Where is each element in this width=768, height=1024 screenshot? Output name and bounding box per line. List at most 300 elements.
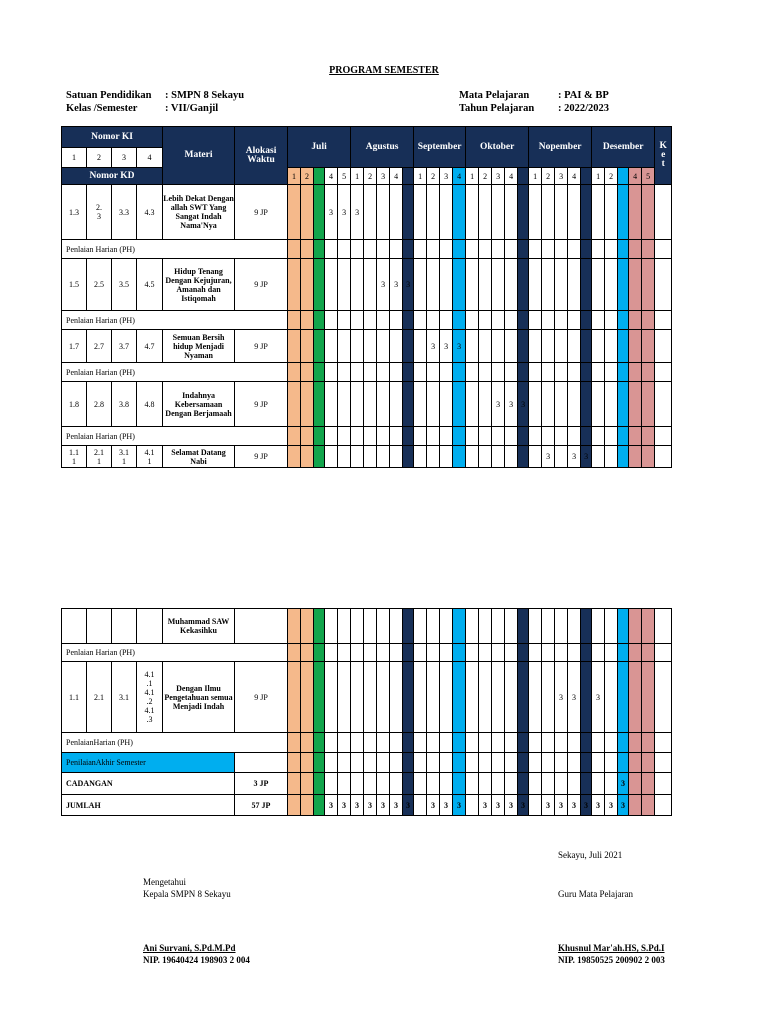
signature-right — [558, 888, 633, 900]
week-cell — [288, 382, 301, 427]
week-cell: 3 — [440, 795, 453, 816]
week-cell — [479, 446, 492, 468]
week-cell — [642, 382, 655, 427]
header-row — [62, 127, 672, 148]
week-cell — [492, 662, 505, 733]
week-cell — [453, 609, 466, 644]
assessment-row — [62, 363, 672, 382]
nomor-ki-header: Nomor KI — [62, 127, 163, 148]
week-cell — [555, 185, 568, 240]
kd-number: 3.3 — [112, 185, 137, 240]
month-header: Desember — [592, 127, 655, 168]
ket-cell — [655, 446, 672, 468]
week-cell — [618, 644, 629, 662]
week-cell — [542, 662, 555, 733]
week-cell — [581, 259, 592, 311]
week-number: 2 — [542, 168, 555, 185]
week-cell — [414, 382, 427, 427]
week-cell — [529, 609, 542, 644]
week-cell — [403, 609, 414, 644]
week-cell — [581, 363, 592, 382]
week-cell — [440, 240, 453, 259]
week-number: 5 — [642, 168, 655, 185]
week-cell — [390, 733, 403, 753]
week-cell — [479, 427, 492, 446]
week-cell — [377, 427, 390, 446]
week-cell — [479, 733, 492, 753]
week-cell — [440, 382, 453, 427]
week-cell — [377, 240, 390, 259]
week-cell — [642, 427, 655, 446]
week-cell — [642, 259, 655, 311]
week-cell — [377, 185, 390, 240]
week-cell — [505, 753, 518, 773]
week-cell — [529, 662, 542, 733]
week-cell — [427, 733, 440, 753]
kd-number: 4.1 .1 4.1 .2 4.1 .3 — [137, 662, 163, 733]
week-cell — [529, 733, 542, 753]
meta-value: : VII/Ganjil — [165, 103, 219, 114]
week-cell: 3 — [427, 795, 440, 816]
ph-label: Penlaian Harian (PH) — [62, 240, 288, 259]
week-cell — [364, 446, 377, 468]
week-cell — [377, 446, 390, 468]
alokasi-value: 9 JP — [235, 382, 288, 427]
week-cell — [377, 733, 390, 753]
week-cell — [642, 330, 655, 363]
week-cell — [301, 733, 314, 753]
week-cell — [288, 427, 301, 446]
week-cell — [529, 644, 542, 662]
week-cell — [492, 773, 505, 795]
week-cell — [605, 753, 618, 773]
week-cell — [440, 609, 453, 644]
meta-key: Tahun Pelajaran — [459, 103, 535, 114]
week-cell — [301, 446, 314, 468]
week-cell — [351, 427, 364, 446]
week-cell — [338, 733, 351, 753]
week-cell — [642, 795, 655, 816]
week-cell — [492, 446, 505, 468]
week-cell — [364, 240, 377, 259]
week-cell — [529, 427, 542, 446]
week-cell — [301, 330, 314, 363]
week-cell — [314, 662, 325, 733]
ket-cell — [655, 382, 672, 427]
week-cell — [605, 240, 618, 259]
week-cell — [568, 733, 581, 753]
week-cell — [492, 330, 505, 363]
week-cell — [314, 795, 325, 816]
week-cell — [542, 363, 555, 382]
week-number: 2 — [479, 168, 492, 185]
week-cell — [314, 753, 325, 773]
ket-cell — [655, 240, 672, 259]
week-cell — [440, 644, 453, 662]
week-cell — [301, 382, 314, 427]
week-cell — [505, 240, 518, 259]
week-cell: 3 — [555, 795, 568, 816]
week-cell: 3 — [492, 795, 505, 816]
week-cell — [492, 644, 505, 662]
week-cell — [301, 773, 314, 795]
week-cell — [642, 185, 655, 240]
kd-number: 3.7 — [112, 330, 137, 363]
week-cell — [314, 259, 325, 311]
week-cell: 3 — [618, 795, 629, 816]
ket-header: K e t — [655, 127, 672, 185]
week-cell — [605, 644, 618, 662]
week-cell — [325, 753, 338, 773]
table-row — [62, 662, 672, 733]
week-cell — [592, 330, 605, 363]
week-cell — [288, 773, 301, 795]
week-cell: 3 — [568, 446, 581, 468]
week-cell — [479, 240, 492, 259]
week-cell — [618, 363, 629, 382]
week-cell — [377, 644, 390, 662]
kd-number — [137, 609, 163, 644]
week-cell — [351, 609, 364, 644]
week-cell: 3 — [453, 795, 466, 816]
week-cell — [414, 446, 427, 468]
week-cell — [338, 644, 351, 662]
week-cell — [642, 363, 655, 382]
week-cell — [581, 185, 592, 240]
week-cell — [414, 185, 427, 240]
week-cell — [505, 259, 518, 311]
week-cell — [605, 259, 618, 311]
week-cell — [518, 259, 529, 311]
week-cell — [351, 382, 364, 427]
week-cell — [453, 773, 466, 795]
week-cell — [453, 240, 466, 259]
week-cell — [288, 240, 301, 259]
kd-number: 4.7 — [137, 330, 163, 363]
week-cell — [555, 773, 568, 795]
week-cell — [466, 382, 479, 427]
week-cell — [364, 259, 377, 311]
week-cell — [642, 644, 655, 662]
ket-cell — [655, 330, 672, 363]
kd-number: 3.1 — [112, 662, 137, 733]
week-cell — [314, 330, 325, 363]
week-cell — [581, 330, 592, 363]
week-number — [581, 168, 592, 185]
ket-cell — [655, 427, 672, 446]
week-cell — [629, 427, 642, 446]
week-cell — [529, 795, 542, 816]
week-cell — [592, 185, 605, 240]
week-cell — [518, 240, 529, 259]
week-cell — [440, 427, 453, 446]
sig-left-line2: Kepala SMPN 8 Sekayu — [143, 889, 231, 899]
ph-label: Penlaian Harian (PH) — [62, 311, 288, 330]
week-cell — [629, 330, 642, 363]
week-cell — [288, 662, 301, 733]
week-cell — [581, 644, 592, 662]
week-cell — [403, 733, 414, 753]
week-cell — [629, 609, 642, 644]
week-cell — [288, 733, 301, 753]
week-cell — [466, 644, 479, 662]
week-cell — [364, 609, 377, 644]
table-row — [62, 382, 672, 427]
month-header: Nopember — [529, 127, 592, 168]
week-cell: 3 — [505, 382, 518, 427]
week-cell — [555, 259, 568, 311]
week-cell — [592, 644, 605, 662]
kd-number: 2.1 1 — [87, 446, 112, 468]
week-cell — [542, 644, 555, 662]
week-cell — [479, 330, 492, 363]
ph-label: Penlaian Harian (PH) — [62, 363, 288, 382]
week-cell — [351, 753, 364, 773]
week-cell: 3 — [338, 795, 351, 816]
week-cell — [288, 609, 301, 644]
week-cell — [364, 662, 377, 733]
week-cell — [568, 185, 581, 240]
week-cell — [325, 259, 338, 311]
week-cell — [427, 662, 440, 733]
week-cell — [301, 609, 314, 644]
week-cell — [440, 363, 453, 382]
week-cell — [288, 259, 301, 311]
week-cell — [479, 363, 492, 382]
week-cell — [364, 427, 377, 446]
alokasi-value: 9 JP — [235, 446, 288, 468]
week-cell — [479, 609, 492, 644]
week-cell — [351, 662, 364, 733]
week-cell — [403, 446, 414, 468]
week-cell — [414, 311, 427, 330]
week-cell: 3 — [390, 259, 403, 311]
week-cell — [492, 259, 505, 311]
week-cell — [529, 753, 542, 773]
week-cell — [518, 609, 529, 644]
week-cell — [453, 185, 466, 240]
week-cell — [427, 753, 440, 773]
week-cell — [414, 259, 427, 311]
week-cell — [414, 609, 427, 644]
week-cell — [351, 644, 364, 662]
table-row — [62, 609, 672, 644]
week-cell — [427, 259, 440, 311]
week-cell — [629, 259, 642, 311]
week-cell — [492, 240, 505, 259]
week-cell: 3 — [555, 662, 568, 733]
week-cell — [629, 753, 642, 773]
week-cell — [642, 609, 655, 644]
week-cell — [427, 446, 440, 468]
week-cell — [555, 330, 568, 363]
week-cell — [364, 644, 377, 662]
kd-number: 3.5 — [112, 259, 137, 311]
week-cell — [390, 382, 403, 427]
week-cell — [414, 240, 427, 259]
week-cell — [427, 240, 440, 259]
week-cell — [338, 311, 351, 330]
week-cell — [364, 330, 377, 363]
week-cell — [414, 662, 427, 733]
week-cell — [568, 427, 581, 446]
week-cell — [288, 795, 301, 816]
week-cell — [555, 753, 568, 773]
week-cell — [581, 240, 592, 259]
week-cell — [351, 446, 364, 468]
week-cell — [390, 662, 403, 733]
week-cell — [581, 733, 592, 753]
week-cell — [605, 427, 618, 446]
week-cell — [364, 382, 377, 427]
week-cell — [338, 330, 351, 363]
week-cell — [581, 311, 592, 330]
week-cell — [364, 311, 377, 330]
week-cell — [403, 330, 414, 363]
week-cell — [568, 240, 581, 259]
week-number: 2 — [605, 168, 618, 185]
week-cell — [403, 773, 414, 795]
summary-row — [62, 795, 672, 816]
week-cell — [414, 363, 427, 382]
week-cell — [377, 773, 390, 795]
week-cell — [618, 662, 629, 733]
week-cell — [440, 259, 453, 311]
week-cell — [618, 733, 629, 753]
week-cell — [479, 644, 492, 662]
week-cell — [288, 330, 301, 363]
ki-number: 3 — [112, 148, 137, 168]
week-number: 1 — [592, 168, 605, 185]
week-cell — [403, 363, 414, 382]
kd-number: 4.1 1 — [137, 446, 163, 468]
week-cell — [390, 363, 403, 382]
week-cell — [518, 330, 529, 363]
header-right — [459, 89, 609, 115]
week-cell — [555, 427, 568, 446]
week-cell — [642, 240, 655, 259]
signature-right-name — [558, 942, 665, 966]
week-cell — [403, 753, 414, 773]
week-cell: 3 — [592, 662, 605, 733]
sig-right-name: Khusnul Mar'ah.HS, S.Pd.I — [558, 943, 665, 953]
week-cell — [592, 363, 605, 382]
week-cell — [440, 662, 453, 733]
week-cell — [629, 733, 642, 753]
week-cell: 3 — [581, 446, 592, 468]
week-cell: 3 — [351, 795, 364, 816]
week-cell — [592, 609, 605, 644]
week-cell — [618, 609, 629, 644]
week-number — [403, 168, 414, 185]
week-cell — [542, 753, 555, 773]
table-cell — [235, 753, 288, 773]
week-cell — [581, 662, 592, 733]
week-cell — [414, 773, 427, 795]
ket-cell — [655, 773, 672, 795]
week-cell — [592, 753, 605, 773]
week-number — [314, 168, 325, 185]
week-cell — [568, 363, 581, 382]
week-cell — [314, 446, 325, 468]
kd-number: 1.5 — [62, 259, 87, 311]
week-cell — [414, 753, 427, 773]
week-cell — [542, 733, 555, 753]
kd-number: 4.5 — [137, 259, 163, 311]
week-cell — [518, 311, 529, 330]
week-cell — [505, 733, 518, 753]
week-cell — [642, 773, 655, 795]
summary-row — [62, 773, 672, 795]
week-cell — [505, 330, 518, 363]
week-cell — [314, 185, 325, 240]
week-cell — [629, 382, 642, 427]
week-number: 3 — [492, 168, 505, 185]
kd-number: 3.1 1 — [112, 446, 137, 468]
week-cell — [301, 259, 314, 311]
week-cell: 3 — [453, 330, 466, 363]
week-cell — [505, 427, 518, 446]
week-cell — [314, 363, 325, 382]
week-cell — [479, 662, 492, 733]
week-cell — [605, 185, 618, 240]
week-number: 4 — [325, 168, 338, 185]
week-cell — [314, 427, 325, 446]
week-cell — [592, 733, 605, 753]
week-cell — [505, 662, 518, 733]
meta-value: : SMPN 8 Sekayu — [165, 90, 245, 101]
week-cell — [325, 733, 338, 753]
meta-key: Satuan Pendidikan — [66, 90, 152, 101]
week-cell — [453, 662, 466, 733]
week-cell: 3 — [518, 795, 529, 816]
week-cell — [325, 609, 338, 644]
program-table-part1 — [61, 126, 672, 468]
week-number: 4 — [453, 168, 466, 185]
materi-text: Muhammad SAW Kekasihku — [163, 609, 235, 644]
week-cell — [592, 382, 605, 427]
week-cell — [479, 311, 492, 330]
week-cell — [427, 382, 440, 427]
week-cell — [618, 753, 629, 773]
week-cell — [314, 240, 325, 259]
week-cell — [492, 363, 505, 382]
total-alokasi: 57 JP — [235, 795, 288, 816]
week-cell — [390, 311, 403, 330]
week-cell — [518, 733, 529, 753]
week-cell — [338, 427, 351, 446]
week-cell — [390, 185, 403, 240]
week-cell — [427, 363, 440, 382]
week-cell: 3 — [377, 795, 390, 816]
week-number: 1 — [529, 168, 542, 185]
signature-left-name — [143, 942, 250, 966]
week-cell — [605, 662, 618, 733]
week-cell — [288, 446, 301, 468]
week-cell — [390, 644, 403, 662]
week-cell — [351, 363, 364, 382]
week-cell — [592, 427, 605, 446]
week-cell — [427, 185, 440, 240]
meta-key: Mata Pelajaran — [459, 90, 530, 101]
kd-number: 4.8 — [137, 382, 163, 427]
week-cell — [351, 311, 364, 330]
week-cell — [629, 773, 642, 795]
week-cell — [338, 609, 351, 644]
week-cell — [629, 363, 642, 382]
alokasi-value — [235, 609, 288, 644]
week-cell — [325, 662, 338, 733]
